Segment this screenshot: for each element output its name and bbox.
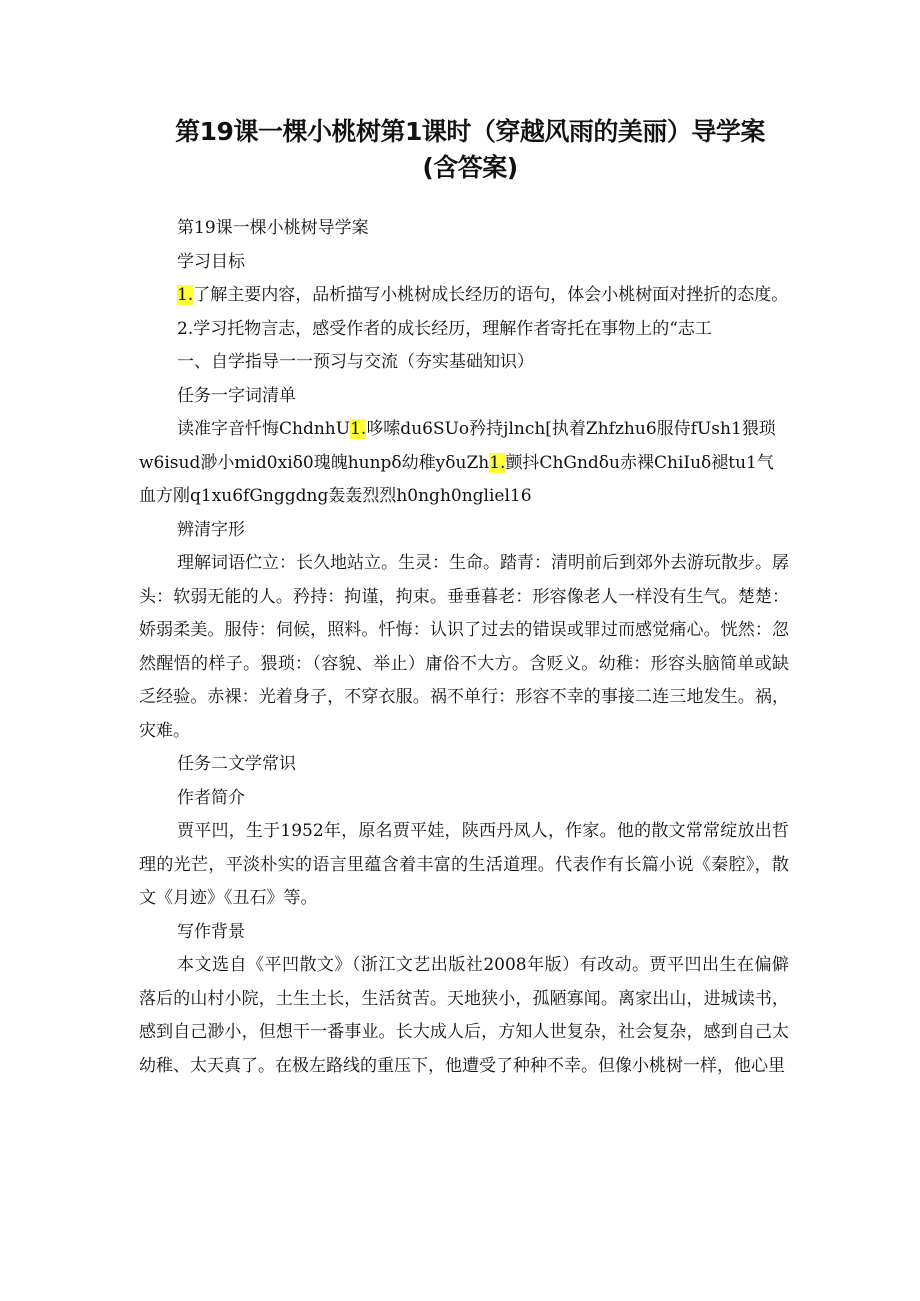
task-1-heading: 任务一字词清单	[177, 385, 296, 406]
pinyin-list	[139, 413, 789, 514]
pinyin-part-b: 哆嗦du6SUo矜持jlnch[执着Zhfzhu6服侍fUsh1猥琐w6isud渺小mid0xiδ0瑰魄hunpδ幼稚yδuZh	[139, 419, 776, 473]
section-word-forms: 辨清字形	[177, 519, 245, 540]
goal-1-text: 了解主要内容，品析描写小桃树成长经历的语句，体会小桃树面对挫折的态度。	[193, 285, 789, 305]
goal-2: 2.学习托物言志，感受作者的成长经历，理解作者寄托在事物上的“志工	[177, 318, 712, 339]
goal-1-number-highlight: 1.	[177, 285, 194, 305]
goal-1	[139, 279, 789, 313]
pinyin-part-a: 读准字音忏悔ChdnhU	[177, 419, 351, 439]
title-line-1: 第19课一棵小桃树第1课时（穿越风雨的美丽）导学案	[175, 117, 765, 146]
section-self-study: 一、自学指导一一预习与交流（夯实基础知识）	[177, 352, 534, 372]
section-goals-heading: 学习目标	[177, 251, 245, 272]
title-line-2: (含答案)	[422, 153, 518, 182]
background-heading: 写作背景	[177, 921, 245, 942]
author-paragraph: 贾平凹，生于1952年，原名贾平娃，陕西丹凤人，作家。他的散文常常绽放出哲理的光芒，平淡朴实的语言里蕴含着丰富的生活道理。代表作有长篇小说《秦腔》，散文《月迹》《丑石》等。	[139, 821, 789, 908]
vocabulary-paragraph: 理解词语伫立：长久地站立。生灵：生命。踏青：清明前后到郊外去游玩散步。孱头：软弱无能的人。矜持：拘谨，拘束。垂垂暮老：形容像老人一样没有生气。楚楚：娇弱柔美。服侍：伺候，照料。忏悔：认识了过去的错误或罪过而感觉痛心。恍然：忽然醒悟的样子。猥琐：（容貌、举止）庸俗不大方。含贬义。幼稚：形容头脑简单或缺乏经验。赤裸：光着身子，不穿衣服。祸不单行：形容不幸的事接二连三地发生。祸，灾难。	[139, 553, 789, 741]
pinyin-part-c: 颤抖ChGndδu赤裸ChiIuδ褪tu1气血方刚q1xu6fGnggdng轰轰烈烈h0ngh0ngliel16	[139, 452, 774, 506]
background-paragraph: 本文选自《平凹散文》（浙江文艺出版社2008年版）有改动。贾平凹出生在偏僻落后的山村小院，土生土长，生活贫苦。天地狭小，孤陋寡闻。离家出山，进城读书，感到自己渺小，但想干一番事业。长大成人后，方知人世复杂，社会复杂，感到自己太幼稚、太天真了。在极左路线的重压下，他遭受了种种不幸。但像小桃树一样，他心里	[139, 955, 789, 1076]
author-heading: 作者简介	[177, 787, 245, 808]
document-title	[150, 114, 790, 186]
task-2-heading: 任务二文学常识	[177, 754, 296, 774]
pinyin-highlight-2: 1.	[489, 452, 506, 473]
document-body	[139, 212, 789, 1083]
subtitle: 第19课一棵小桃树导学案	[177, 218, 369, 238]
pinyin-highlight-1: 1.	[350, 419, 367, 439]
